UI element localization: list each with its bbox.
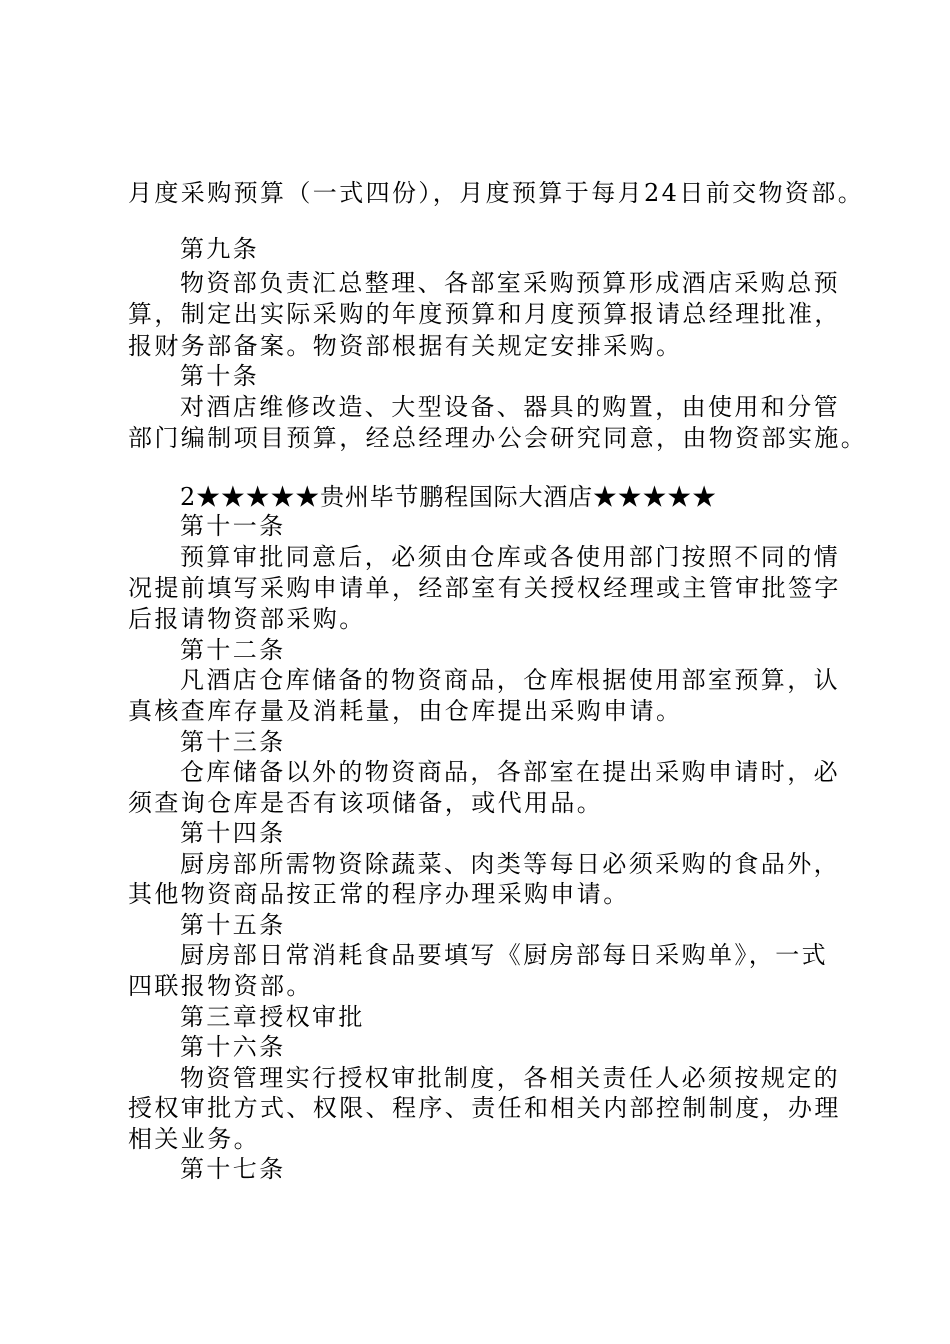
article-heading: 第十七条 [180,1155,286,1183]
article-heading: 第九条 [180,235,260,263]
article-heading: 第十三条 [180,728,286,756]
article-heading: 第十二条 [180,636,286,664]
paragraph-line: 预算审批同意后，必须由仓库或各使用部门按照不同的情 [180,543,840,571]
paragraph-line: 对酒店维修改造、大型设备、器具的购置，由使用和分管 [180,393,840,421]
paragraph-line: 授权审批方式、权限、程序、责任和相关内部控制制度，办理 [128,1094,841,1122]
running-header: 2★★★★★贵州毕节鹏程国际大酒店★★★★★ [180,483,717,511]
paragraph-line: 报财务部备案。物资部根据有关规定安排采购。 [128,332,683,360]
paragraph-line: 仓库储备以外的物资商品，各部室在提出采购申请时，必 [180,758,840,786]
paragraph-line: 真核查库存量及消耗量，由仓库提出采购申请。 [128,697,683,725]
paragraph-line: 物资管理实行授权审批制度，各相关责任人必须按规定的 [180,1064,840,1092]
paragraph-line: 物资部负责汇总整理、各部室采购预算形成酒店采购总预 [180,269,840,297]
paragraph-line: 凡酒店仓库储备的物资商品，仓库根据使用部室预算，认 [180,666,840,694]
paragraph-line: 后报请物资部采购。 [128,605,366,633]
paragraph-line: 算，制定出实际采购的年度预算和月度预算报请总经理批准， [128,300,841,328]
article-heading: 第十五条 [180,911,286,939]
paragraph-line: 况提前填写采购申请单，经部室有关授权经理或主管审批签字 [128,574,841,602]
article-heading: 第十四条 [180,819,286,847]
article-heading: 第十一条 [180,512,286,540]
paragraph-line: 厨房部所需物资除蔬菜、肉类等每日必须采购的食品外， [180,850,840,878]
paragraph-line: 月度采购预算（一式四份），月度预算于每月24日前交物资部。 [128,179,865,207]
article-heading: 第十条 [180,362,260,390]
paragraph-line: 其他物资商品按正常的程序办理采购申请。 [128,880,630,908]
paragraph-line: 厨房部日常消耗食品要填写《厨房部每日采购单》，一式 [180,941,828,969]
paragraph-line: 须查询仓库是否有该项储备，或代用品。 [128,789,604,817]
paragraph-line: 相关业务。 [128,1125,260,1153]
article-heading: 第十六条 [180,1033,286,1061]
chapter-heading: 第三章授权审批 [180,1003,365,1031]
paragraph-line: 四联报物资部。 [128,972,313,1000]
paragraph-line: 部门编制项目预算，经总经理办公会研究同意，由物资部实施。 [128,424,868,452]
